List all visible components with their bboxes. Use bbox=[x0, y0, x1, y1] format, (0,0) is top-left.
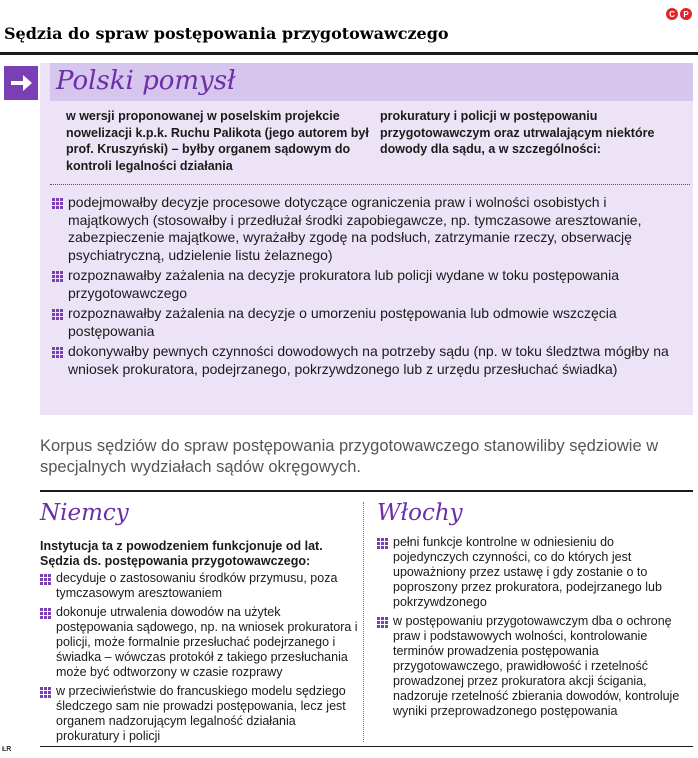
list-item bbox=[52, 194, 688, 264]
bottom-rule bbox=[40, 746, 693, 747]
logo-letter-p: P bbox=[680, 8, 692, 20]
list-item-text: dokonywałby pewnych czynności dowodowych na potrzeby sądu (np. w toku śledztwa mógłby na wniosek prokuratora, podejrzanego, pokrzywdzonego lub z urzędu przesłuchać świadka) bbox=[68, 343, 669, 377]
bullet-grid-icon bbox=[52, 198, 63, 209]
list-item bbox=[377, 614, 687, 719]
germany-list bbox=[40, 571, 358, 748]
list-item bbox=[52, 343, 688, 378]
germany-intro: Instytucja ta z powodzeniem funkcjonuje od lat. Sędzia ds. postępowania przygotowawczego: bbox=[40, 539, 323, 568]
body-text: Korpus sędziów do spraw postępowania przygotowawczego stanowiliby sędziowie w specjalnych wydziałach sądów okręgowych. bbox=[40, 437, 659, 476]
arrow-right-svg bbox=[9, 73, 33, 93]
top-rule bbox=[0, 52, 698, 55]
list-item-text: dokonuje utrwalenia dowodów na użytek postępowania sądowego, np. na wniosek prokuratora i policji, może formalnie przesłuchać podejrzanego i świadka – wówczas protokół z takiego przesłuchania może być odtworzony w czasie rozprawy bbox=[56, 605, 358, 679]
dotted-divider bbox=[50, 184, 690, 185]
list-item bbox=[52, 305, 688, 340]
bullet-grid-icon bbox=[40, 687, 51, 698]
list-item bbox=[40, 605, 358, 680]
bullet-grid-icon bbox=[40, 574, 51, 585]
bullet-grid-icon bbox=[377, 617, 388, 628]
bullet-grid-icon bbox=[52, 271, 63, 282]
list-item-text: rozpoznawałby zażalenia na decyzje o umorzeniu postępowania lub odmowie wszczęcia postępowania bbox=[68, 305, 617, 339]
list-item-text: rozpoznawałby zażalenia na decyzje prokuratora lub policji wydane w toku postępowania przygotowawczego bbox=[68, 267, 619, 301]
list-item-text: decyduje o zastosowaniu środków przymusu, poza tymczasowym aresztowaniem bbox=[56, 571, 338, 600]
list-item-text: w przeciwieństwie do francuskiego modelu sędziego śledczego sam nie prowadzi postępowania, lecz jest organem nadzorującym legalność działania prokuratury i policji bbox=[56, 684, 346, 743]
list-item-text: podejmowałby decyzje procesowe dotyczące ograniczenia praw i wolności osobistych i majątkowych (stosowałby i przedłużał środki zapobiegawcze, np. tymczasowe aresztowanie, zabezpieczenie majątkowe, wyrażałby zgodę na podsłuch, zatrzymanie rzeczy, obserwację psychiatryczną, udzielenie listu żelaznego) bbox=[68, 194, 642, 263]
italy-heading: Włochy bbox=[377, 500, 463, 526]
list-item bbox=[377, 535, 687, 610]
list-item bbox=[40, 684, 358, 744]
polish-list bbox=[52, 194, 688, 381]
bullet-grid-icon bbox=[377, 538, 388, 549]
column-divider bbox=[363, 502, 364, 742]
polish-intro-right: prokuratury i policji w postępowaniu przygotowawczym oraz utrwalającym niektóre dowody dla sądu, a w szczególności: bbox=[380, 109, 655, 156]
germany-heading: Niemcy bbox=[40, 500, 129, 526]
bullet-grid-icon bbox=[52, 309, 63, 320]
source-credit: ŁR bbox=[2, 746, 12, 753]
list-item-text: pełni funkcje kontrolne w odniesieniu do pojedynczych czynności, co do których jest upoważniony przez ustawę i gdy zostanie o to poproszony przez prokuratora, podejrzanego lub pokrzywdzonego bbox=[393, 535, 662, 609]
arrow-right-icon bbox=[4, 66, 38, 100]
bullet-grid-icon bbox=[40, 608, 51, 619]
cp-logo bbox=[666, 8, 692, 20]
polish-intro-left: w wersji proponowanej w poselskim projekcie nowelizacji k.p.k. Ruchu Palikota (jego autorem był prof. Kruszyński) – byłby organem sądowym do kontroli legalności działania bbox=[66, 109, 369, 173]
list-item bbox=[52, 267, 688, 302]
italy-list bbox=[377, 535, 687, 723]
section-rule bbox=[40, 490, 693, 492]
polish-heading: Polski pomysł bbox=[50, 63, 693, 101]
bullet-grid-icon bbox=[52, 347, 63, 358]
list-item bbox=[40, 571, 358, 601]
list-item-text: w postępowaniu przygotowawczym dba o ochronę praw i podstawowych wolności, kontrolowanie terminów prowadzenia postępowania przygotowawczego, prawidłowość i rzetelność prowadzonej przez prokuratora akcji ścigania, nadzoruje rzetelność zbierania dowodów, kontroluje wyniki przeprowadzonego postępowania bbox=[393, 614, 680, 718]
logo-letter-c: C bbox=[666, 8, 678, 20]
page-title: Sędzia do spraw postępowania przygotowawczego bbox=[4, 24, 449, 43]
